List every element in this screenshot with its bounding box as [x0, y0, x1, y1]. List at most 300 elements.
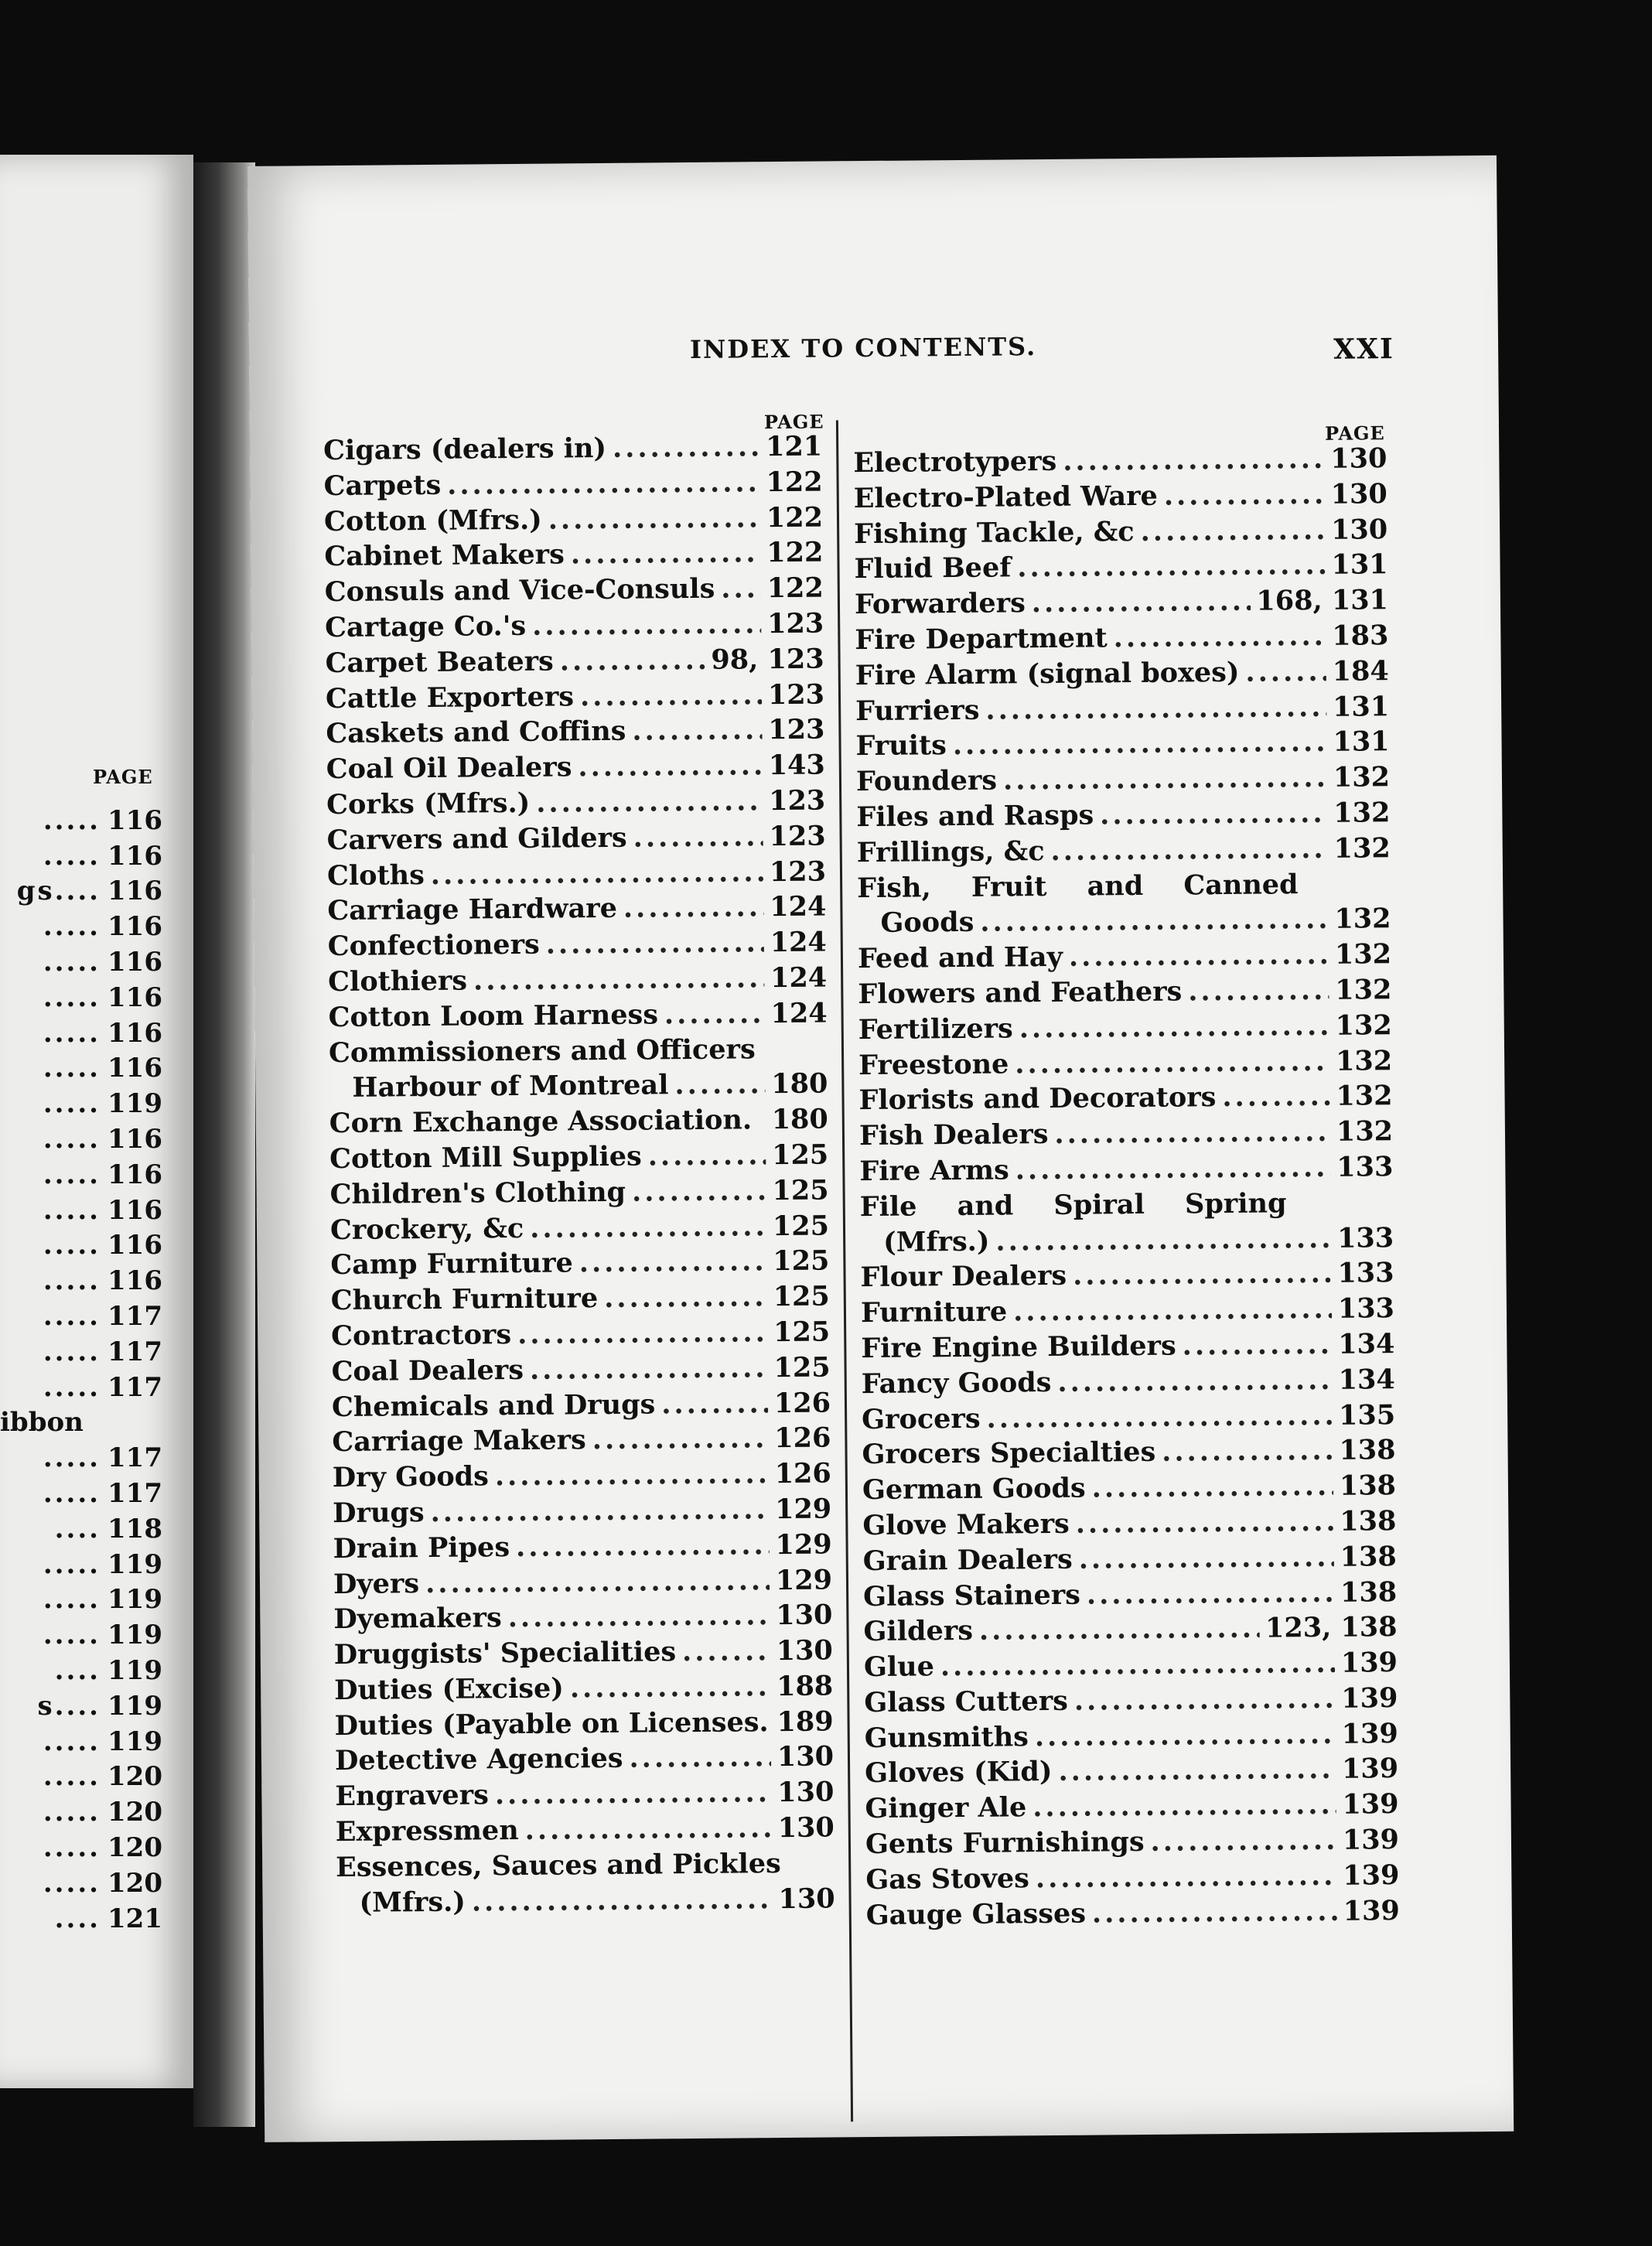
dot-leader: [1073, 1256, 1332, 1294]
left-page-row-page: 119: [108, 1584, 162, 1616]
entry-name: Drugs: [333, 1496, 425, 1530]
dot-leader: [613, 429, 760, 466]
entry-page: 183: [1332, 620, 1389, 652]
entry-name: Fancy Goods: [861, 1366, 1052, 1400]
index-entry: [855, 725, 1389, 765]
entry-page: 125: [771, 1138, 829, 1172]
left-page-row-text: .....: [43, 1584, 101, 1616]
dot-leader: [1019, 1009, 1329, 1046]
entry-page: 131: [1331, 548, 1388, 582]
left-page-row: [0, 1370, 162, 1405]
entry-page: 139: [1341, 1753, 1399, 1786]
book-gutter: [193, 162, 255, 2127]
entry-name: Caskets and Coffins: [326, 715, 626, 750]
dot-leader: [661, 1386, 768, 1422]
entry-name: Essences, Sauces and Pickles: [336, 1847, 781, 1883]
left-page-row-page: 119: [108, 1655, 162, 1687]
index-entry: [858, 1078, 1392, 1118]
dot-leader: [447, 465, 760, 503]
entry-page: 123: [766, 607, 824, 640]
index-entry: [325, 571, 824, 610]
dot-leader: [530, 1350, 768, 1388]
index-entry: [327, 889, 826, 929]
index-entry: [859, 1149, 1393, 1190]
dot-leader: [980, 902, 1329, 940]
entry-name: Duties (Excise): [334, 1672, 565, 1706]
index-entry: [857, 831, 1391, 871]
entry-name: Consuls and Vice-Consuls: [324, 572, 715, 609]
left-page-row-text: .....: [43, 1301, 101, 1333]
entry-page: 125: [772, 1174, 829, 1207]
dot-leader: [664, 996, 765, 1033]
entry-page: 125: [773, 1280, 830, 1313]
entry-name: Goods: [880, 906, 974, 940]
entry-page: 143: [768, 749, 825, 782]
dot-leader: [604, 1279, 767, 1316]
left-page-row-page: 120: [108, 1761, 162, 1793]
left-page-row-page: 120: [108, 1832, 162, 1863]
entry-name: Furniture: [860, 1295, 1008, 1330]
entry-page: 180: [771, 1067, 828, 1101]
entry-page: 138: [1339, 1434, 1396, 1467]
left-page-row: [0, 1724, 162, 1760]
entry-page: 123: [767, 678, 825, 711]
entry-name: Carpets: [323, 469, 442, 502]
entry-name: Glass Cutters: [864, 1684, 1069, 1719]
index-entry: [325, 606, 824, 646]
index-entry: [333, 1491, 831, 1531]
index-entry: [865, 1716, 1398, 1756]
left-page-row: [0, 1051, 162, 1087]
column-divider: [836, 420, 853, 2121]
entry-page: 129: [775, 1528, 832, 1561]
dot-leader: [1017, 548, 1326, 585]
index-entry: [863, 1575, 1397, 1615]
entry-page: 130: [776, 1599, 833, 1632]
index-entry: [863, 1609, 1397, 1650]
index-entry: [333, 1527, 831, 1566]
left-page-row-text: .....: [43, 1478, 101, 1510]
entry-name: Glass Stainers: [862, 1579, 1081, 1613]
index-entry: [333, 1456, 831, 1496]
right-page: [247, 155, 1514, 2142]
index-column-left: [323, 429, 835, 1921]
entry-page: 126: [774, 1457, 831, 1490]
entry-name: Gents Furnishings: [865, 1826, 1145, 1861]
left-page-row: [0, 1582, 162, 1618]
entry-name: Carvers and Gilders: [326, 821, 627, 856]
entry-name: Cotton Loom Harness: [328, 998, 659, 1033]
left-page-row: [0, 1334, 162, 1370]
entry-page: 132: [1333, 761, 1391, 794]
entry-name: Duties (Payable on Licenses.: [334, 1705, 769, 1742]
left-page-row: [0, 1299, 162, 1334]
index-entry: [328, 925, 827, 964]
index-entry: [862, 1468, 1396, 1508]
entry-page: 139: [1343, 1894, 1400, 1927]
index-column-right: [853, 441, 1400, 1933]
dot-leader: [985, 689, 1326, 728]
dot-leader: [940, 1646, 1335, 1684]
left-page-row-page: 117: [108, 1442, 162, 1474]
index-entry: [334, 1633, 833, 1673]
dot-leader: [1087, 1575, 1335, 1613]
dot-leader: [1069, 937, 1329, 975]
entry-name: Expressmen: [335, 1814, 519, 1848]
page-title: INDEX TO CONTENTS.: [689, 332, 1037, 365]
index-entry: [864, 1645, 1398, 1685]
dot-leader: [1150, 1823, 1336, 1860]
entry-name: Corn Exchange Association.: [329, 1104, 753, 1140]
entry-name: Fertilizers: [858, 1012, 1013, 1046]
index-entry: [854, 476, 1387, 517]
left-page-row-page: 117: [108, 1301, 162, 1333]
entry-name: Electrotypers: [853, 445, 1057, 480]
dot-leader: [1057, 1363, 1333, 1401]
left-page-row-text: .....: [43, 1620, 101, 1651]
left-page-row-page: 121: [108, 1903, 162, 1934]
index-entry: [853, 441, 1387, 481]
dot-leader: [548, 500, 761, 538]
entry-page: 132: [1333, 797, 1391, 829]
index-entry: [323, 464, 822, 503]
left-page-row-text: .....: [43, 1053, 101, 1084]
entry-page: 189: [777, 1705, 834, 1738]
dot-leader: [1188, 973, 1329, 1009]
dot-leader: [508, 1598, 770, 1636]
index-entry: [863, 1539, 1397, 1579]
index-entry: [861, 1326, 1394, 1367]
entry-page: 123: [768, 784, 826, 818]
left-page-row-text: .....: [43, 1159, 101, 1190]
index-entry: [865, 1752, 1398, 1792]
entry-page: 139: [1340, 1647, 1398, 1679]
index-entry: [323, 429, 822, 469]
dot-leader: [674, 1067, 765, 1104]
index-entry: [329, 1102, 828, 1142]
index-entry: [335, 1739, 834, 1779]
dot-leader: [629, 1740, 771, 1777]
dot-leader: [1164, 477, 1325, 514]
left-page-row: [0, 1653, 162, 1688]
left-page-row-text: .....: [43, 1725, 101, 1757]
dot-leader: [592, 1422, 769, 1459]
entry-page: 130: [777, 1811, 835, 1845]
left-page-row: [0, 1157, 162, 1193]
entry-page: 139: [1342, 1788, 1399, 1821]
entry-page: 122: [766, 501, 824, 534]
dot-leader: [560, 643, 705, 679]
entry-page: 130: [778, 1882, 835, 1915]
left-page-row-page: 117: [108, 1478, 162, 1510]
entry-page: 132: [1336, 1115, 1394, 1148]
left-page-row-page: 116: [108, 840, 162, 872]
left-page-row-page: 116: [108, 1053, 162, 1084]
dot-leader: [1245, 654, 1326, 691]
index-entry: [334, 1704, 833, 1743]
dot-leader: [1032, 584, 1251, 621]
entry-page: 125: [773, 1351, 831, 1384]
entry-name: Drain Pipes: [333, 1531, 510, 1565]
left-page-row: [0, 980, 162, 1015]
left-page-row-page: 116: [108, 1124, 162, 1155]
entry-page: 138: [1340, 1575, 1398, 1609]
dot-leader: [546, 925, 764, 962]
dot-leader: [1015, 1150, 1331, 1188]
entry-name: Chemicals and Drugs: [331, 1388, 656, 1423]
left-page-row-page: 116: [108, 1159, 162, 1190]
entry-name: Freestone: [858, 1048, 1009, 1081]
entry-page: 132: [1335, 974, 1392, 1006]
left-page-list: [0, 803, 162, 1937]
index-entry: [327, 854, 826, 893]
entry-name: Florists and Decorators: [858, 1081, 1217, 1117]
left-page-row: [0, 1476, 162, 1511]
index-entry: [858, 937, 1391, 977]
dot-leader: [1091, 1469, 1333, 1507]
index-entry: [862, 1504, 1396, 1544]
dot-leader: [1035, 1716, 1336, 1754]
index-entry: [329, 1137, 828, 1176]
dot-leader: [1092, 1893, 1337, 1931]
entry-name: Harbour of Montreal: [352, 1069, 669, 1104]
left-column-page-header: PAGE: [763, 410, 824, 434]
index-entry: [860, 1220, 1394, 1261]
index-entry: [328, 960, 827, 999]
dot-leader: [1003, 760, 1327, 798]
left-page-row-text: .....: [43, 1336, 101, 1367]
entry-name: Corks (Mfrs.): [326, 787, 531, 821]
index-entry: [860, 1255, 1394, 1295]
entry-page: 139: [1343, 1859, 1400, 1892]
left-page-row: [0, 1617, 162, 1653]
entry-name: Furriers: [855, 694, 980, 727]
dot-leader: [1162, 1433, 1333, 1470]
index-entry: [862, 1432, 1395, 1473]
index-entry: [329, 1031, 828, 1070]
entry-page: 184: [1332, 654, 1389, 688]
dot-leader: [536, 783, 763, 821]
index-entry: [334, 1668, 833, 1708]
entry-name: Gas Stoves: [865, 1862, 1030, 1896]
entry-page: 131: [1332, 690, 1390, 723]
dot-leader: [1058, 1752, 1336, 1790]
left-page-row-text: ....: [54, 1903, 101, 1934]
entry-name: File and Spiral Spring: [859, 1187, 1287, 1223]
entry-page: 134: [1338, 1328, 1395, 1360]
left-page-row: [0, 1193, 162, 1228]
entry-name: Grocers Specialties: [862, 1436, 1156, 1471]
entry-page: 121: [765, 430, 823, 463]
index-entry: [326, 818, 825, 858]
left-page-row-page: 116: [108, 911, 162, 943]
entry-name: Children's Clothing: [329, 1176, 626, 1210]
left-page-row: [0, 1121, 162, 1157]
left-page-row-text: .....: [43, 911, 101, 943]
index-entry: [333, 1598, 832, 1637]
left-page-row-page: 117: [108, 1336, 162, 1367]
index-entry: [858, 1008, 1392, 1048]
entry-name: Fishing Tackle, &c: [853, 515, 1135, 550]
page-number: XXI: [1333, 333, 1395, 366]
index-entry: [859, 1114, 1393, 1154]
entry-page: 139: [1341, 1681, 1398, 1715]
entry-page: 123, 138: [1265, 1611, 1398, 1644]
index-entry: [331, 1350, 830, 1389]
entry-name: Fish Dealers: [858, 1118, 1049, 1152]
entry-page: 139: [1342, 1824, 1400, 1856]
entry-name: Cattle Exporters: [325, 680, 575, 715]
index-entry: [857, 901, 1391, 941]
entry-name: German Goods: [862, 1472, 1086, 1507]
entry-page: 133: [1336, 1221, 1394, 1254]
left-page-row: [0, 1440, 162, 1476]
entry-page: 123: [768, 713, 825, 746]
left-page-row-page: 116: [108, 804, 162, 836]
dot-leader: [472, 1882, 773, 1920]
entry-name: Forwarders: [854, 587, 1026, 621]
index-entry: [858, 1043, 1392, 1084]
entry-name: Dyemakers: [333, 1602, 502, 1636]
entry-name: Gloves (Kid): [864, 1756, 1053, 1790]
index-entry: [326, 748, 825, 787]
dot-leader: [580, 678, 762, 715]
left-page-row: [0, 1405, 162, 1441]
entry-name: (Mfrs.): [359, 1886, 466, 1919]
dot-leader: [431, 855, 763, 893]
index-entry: [326, 712, 824, 752]
left-page-column-header: PAGE: [93, 766, 153, 788]
entry-name: Confectioners: [327, 928, 540, 963]
entry-page: 122: [766, 466, 823, 498]
index-entry: [865, 1787, 1398, 1827]
left-page-row-page: 119: [108, 1725, 162, 1757]
left-page-row: [0, 1228, 162, 1264]
entry-page: 138: [1340, 1505, 1397, 1538]
dot-leader: [1183, 1327, 1333, 1364]
entry-page: 124: [770, 961, 828, 995]
index-entry: [861, 1291, 1394, 1331]
entry-name: Commissioners and Officers: [328, 1033, 756, 1069]
entry-name: Clothiers: [328, 964, 468, 998]
dot-leader: [516, 1527, 770, 1565]
entry-name: Carriage Makers: [332, 1424, 586, 1459]
dot-leader: [623, 890, 764, 927]
left-page-row-text: .....: [43, 947, 101, 978]
entry-name: Camp Furniture: [330, 1247, 573, 1282]
entry-name: Flour Dealers: [860, 1260, 1067, 1294]
entry-page: 130: [1330, 442, 1387, 475]
dot-leader: [721, 571, 761, 606]
index-entry: [326, 677, 824, 716]
dot-leader: [953, 725, 1327, 763]
dot-leader: [1076, 1504, 1334, 1542]
index-entry: [855, 618, 1388, 658]
index-entry: [324, 535, 823, 575]
left-page-row: [0, 874, 162, 910]
index-entry: [865, 1822, 1399, 1862]
entry-name: Frillings, &c: [856, 835, 1045, 869]
entry-page: 132: [1333, 831, 1391, 865]
left-page-row: [0, 1086, 162, 1121]
entry-name: Gauge Glasses: [865, 1897, 1087, 1931]
entry-name: Fire Engine Builders: [861, 1330, 1176, 1365]
left-page-row-page: 116: [108, 981, 162, 1013]
dot-leader: [1079, 1540, 1334, 1578]
entry-page: 132: [1335, 1044, 1393, 1077]
left-page-row-page: 118: [108, 1513, 162, 1545]
entry-name: Cabinet Makers: [324, 538, 565, 573]
left-page-row-page: 116: [108, 1265, 162, 1297]
index-entry: [333, 1562, 832, 1602]
entry-page: 130: [777, 1740, 835, 1773]
left-page-row-text: .....: [43, 1442, 101, 1474]
dot-leader: [430, 1492, 769, 1531]
index-entry: [325, 641, 824, 681]
entry-page: 129: [775, 1563, 833, 1596]
left-page-row-page: 117: [108, 1371, 162, 1403]
dot-leader: [530, 1209, 766, 1246]
entry-page: 138: [1339, 1469, 1397, 1502]
dot-leader: [632, 1173, 766, 1210]
index-entry: [856, 795, 1390, 835]
dot-leader: [517, 1315, 767, 1353]
entry-name: (Mfrs.): [882, 1225, 990, 1258]
entry-page: 134: [1338, 1363, 1395, 1396]
left-page-row-text: s....: [37, 1690, 101, 1722]
dot-leader: [1114, 619, 1326, 656]
index-entry: [331, 1279, 830, 1319]
index-entry: [857, 866, 1391, 906]
left-page-row-text: ....: [54, 1655, 101, 1687]
dot-leader: [473, 961, 764, 998]
entry-name: Cartage Co.'s: [325, 609, 527, 644]
left-page-row-page: 119: [108, 1620, 162, 1651]
index-entry: [330, 1244, 829, 1283]
dot-leader: [995, 1220, 1331, 1259]
left-page-row-text: .....: [43, 1548, 101, 1580]
entry-page: 122: [766, 572, 824, 605]
left-page-row: [0, 838, 162, 874]
left-page-row: [0, 1511, 162, 1547]
dot-leader: [1100, 796, 1327, 833]
dot-leader: [1036, 1859, 1337, 1896]
entry-name: Feed and Hay: [857, 940, 1063, 975]
dot-leader: [648, 1138, 766, 1174]
left-page-row-text: .....: [43, 1017, 101, 1049]
entry-name: Cloths: [326, 858, 425, 892]
left-page-row-text: .....: [43, 1797, 101, 1828]
index-entry: [854, 512, 1387, 552]
entry-page: 139: [1341, 1717, 1398, 1750]
entry-name: Contractors: [331, 1319, 512, 1353]
dot-leader: [632, 713, 762, 749]
left-page-row-text: .....: [43, 1867, 101, 1899]
index-entry: [865, 1858, 1399, 1898]
index-entry: [329, 1172, 828, 1212]
left-page-row-page: 119: [108, 1548, 162, 1580]
entry-name: Druggists' Specialities: [333, 1636, 677, 1671]
entry-page: 125: [773, 1244, 830, 1278]
entry-name: Fluid Beef: [854, 551, 1012, 585]
left-page-row-text: ibbon: [0, 1407, 84, 1439]
left-page-row: [0, 1547, 162, 1582]
index-entry: [862, 1398, 1395, 1438]
dot-leader: [1140, 512, 1325, 549]
dot-leader: [1050, 831, 1328, 869]
left-page-row-page: 116: [108, 1017, 162, 1049]
dot-leader: [633, 819, 763, 855]
